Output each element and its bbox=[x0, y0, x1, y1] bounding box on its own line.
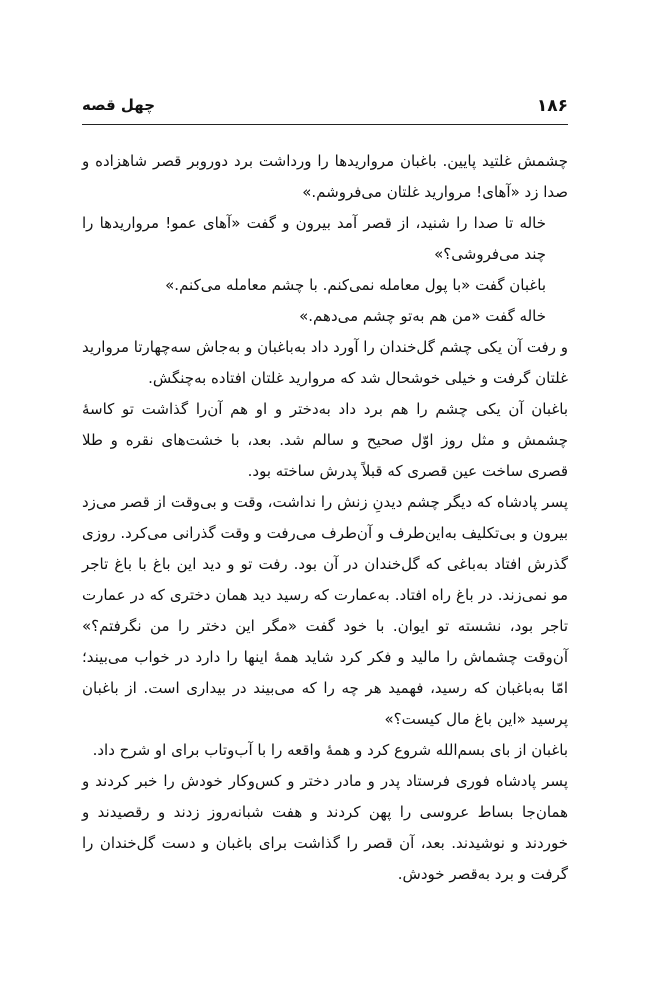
page-header bbox=[82, 96, 568, 122]
paragraph: پسر پادشاه که دیگر چشم دیدنِ زنش را نداشت، وقت و بی‌وقت از قصر می‌زد بیرون و بی‌تکلیف به‌این‌طرف و آن‌طرف می‌رفت و وقت گذرانی می‌کرد. روزی گذرش افتاد به‌باغی که گل‌خندان در آن بود. رفت تو و دید این باغ با باغ تاجر مو نمی‌زند. در باغ راه افتاد. به‌عمارت که رسید دید همان دختری که در عمارت تاجر بود، نشسته تو ایوان. با خود گفت «مگر این دختر را من نگرفتم؟» آن‌وقت چشماش را مالید و فکر کرد شاید همهٔ اینها را دارد در خواب می‌بیند؛ امّا به‌باغبان که رسید، فهمید هر چه را که می‌بیند در بیداری است. از باغبان پرسید «این باغ مال کیست؟» bbox=[82, 493, 568, 728]
paragraph: چشمش غلتید پایین. باغبان مرواریدها را ورداشت برد دوروبر قصر شاهزاده و صدا زد «آهای! مروارید غلتان می‌فروشم.» bbox=[82, 152, 568, 201]
paragraph: خاله تا صدا را شنید، از قصر آمد بیرون و گفت «آهای عمو! مرواریدها را چند می‌فروشی؟» bbox=[82, 214, 546, 263]
paragraph: باغبان آن یکی چشم را هم برد داد به‌دختر و او هم آن‌را گذاشت تو کاسهٔ چشمش و مثل روز اوّل صحیح و سالم شد. بعد، با خشت‌های نقره و طلا قصری ساخت عین قصری که قبلاً پدرش ساخته بود. bbox=[82, 400, 568, 480]
body-text bbox=[82, 146, 568, 890]
paragraph: و رفت آن یکی چشم گل‌خندان را آورد داد به‌باغبان و به‌جاش سه‌چهارتا مروارید غلتان گرفت و خیلی خوشحال شد که مروارید غلتان افتاده به‌چنگش. bbox=[82, 338, 568, 387]
page-number: ۱۸۶ bbox=[536, 96, 568, 116]
paragraph: باغبان گفت «با پول معامله نمی‌کنم. با چشم معامله می‌کنم.» bbox=[165, 276, 546, 294]
running-title: چهل قصه bbox=[82, 96, 156, 114]
paragraph: خاله گفت «من هم به‌تو چشم می‌دهم.» bbox=[299, 307, 546, 325]
paragraph: باغبان از بای بسم‌الله شروع کرد و همهٔ واقعه را با آب‌و‌تاب برای او شرح داد. bbox=[92, 741, 568, 759]
header-divider bbox=[82, 124, 568, 125]
paragraph: پسر پادشاه فوری فرستاد پدر و مادر دختر و کس‌وکار خودش را خبر کردند و همان‌جا بساط عروسی را پهن کردند و هفت شبانه‌روز زدند و رقصیدند و خوردند و نوشیدند. بعد، آن قصر را گذاشت برای باغبان و دست گل‌خندان را گرفت و برد به‌قصر خودش. bbox=[82, 772, 568, 883]
